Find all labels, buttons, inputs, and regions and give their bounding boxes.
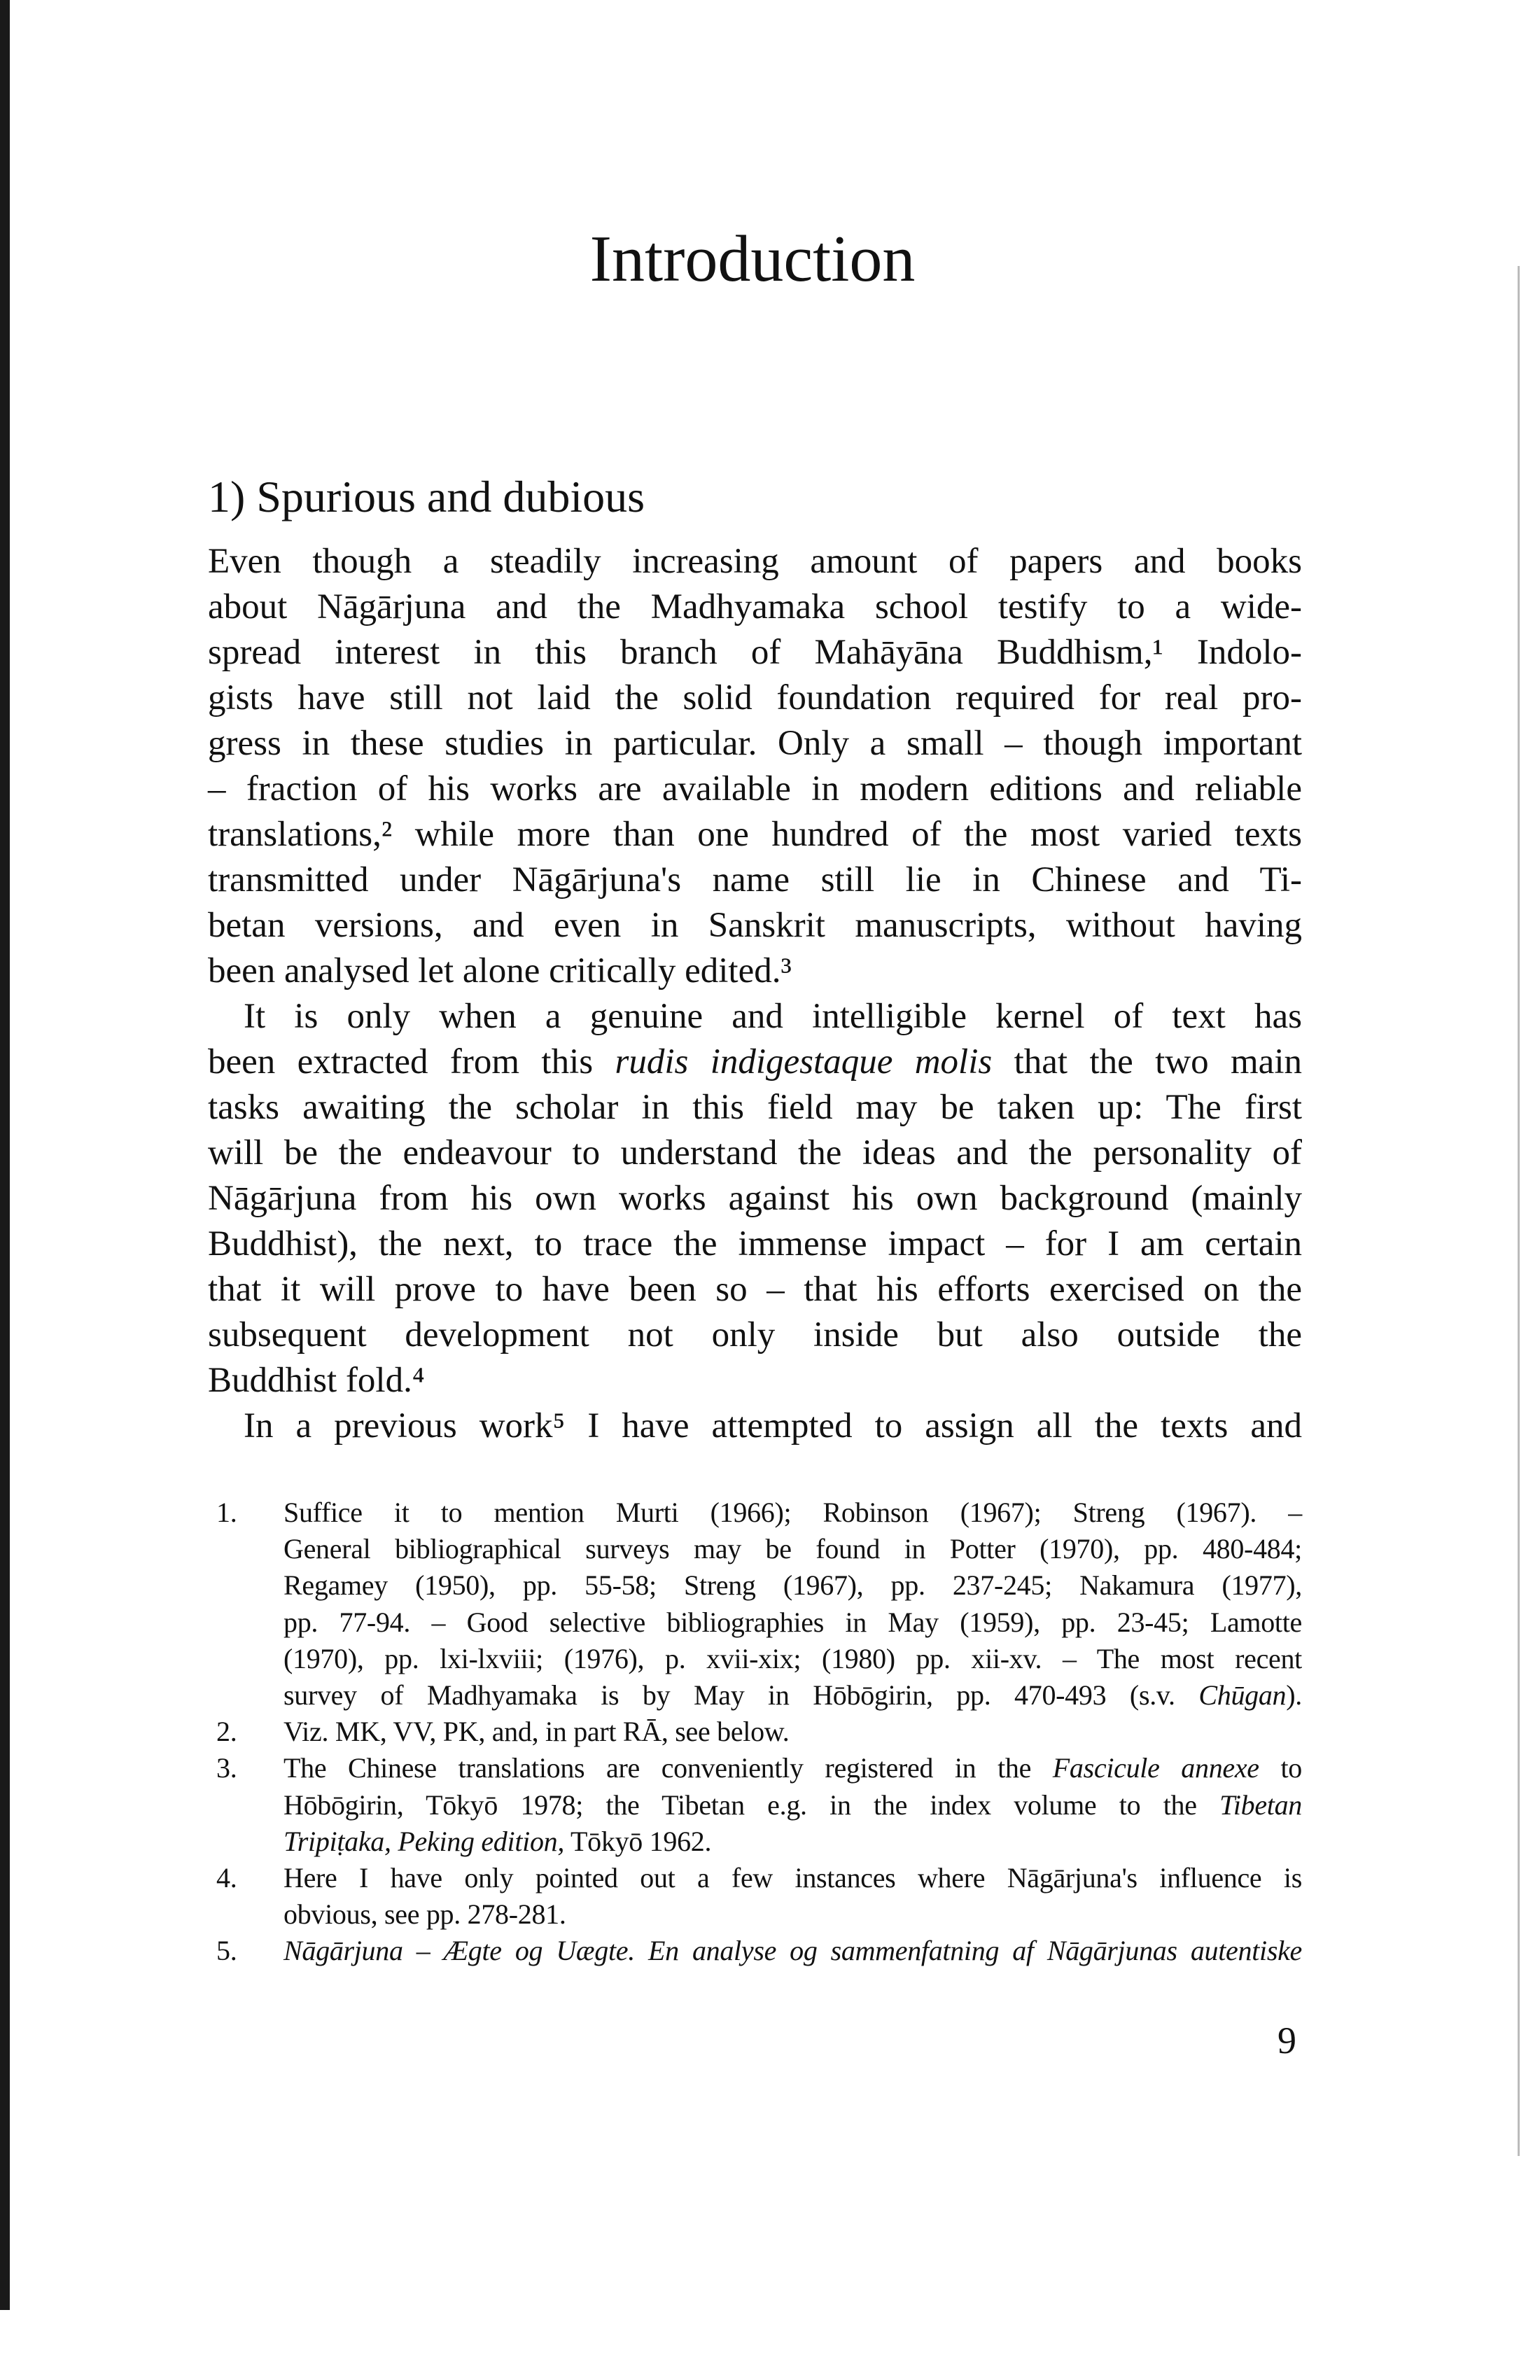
footnote-text	[284, 1787, 1302, 1823]
text-run: will be the endeavour to understand the ideas and the personality of	[208, 1133, 1302, 1172]
footnote-line	[208, 1787, 1302, 1823]
footnote-text	[284, 1823, 1302, 1860]
text-run: It is only when a genuine and intelligible kernel of text has	[208, 997, 1302, 1036]
text-run: Buddhist fold.⁴	[208, 1361, 425, 1400]
body-line	[208, 630, 1302, 676]
footnote-text	[284, 1933, 1302, 1969]
italic-text: Tripiṭaka, Peking edition,	[284, 1825, 565, 1857]
body-line	[208, 994, 1302, 1040]
footnotes	[208, 1494, 1302, 1969]
footnote-line	[208, 1896, 1302, 1933]
text-run: In a previous work⁵ I have attempted to assign all the texts and	[208, 1406, 1302, 1446]
footnote-line	[208, 1641, 1302, 1677]
body-text	[208, 539, 1302, 1449]
italic-text: rudis indigestaque molis	[615, 1042, 993, 1082]
text-run: been extracted from this	[208, 1042, 615, 1082]
body-line	[208, 1312, 1302, 1358]
chapter-title: Introduction	[589, 223, 916, 295]
text-run: ).	[1286, 1679, 1302, 1711]
text-run: The Chinese translations are conveniently registered in the	[284, 1752, 1053, 1784]
text-run: Suffice it to mention Murti (1966); Robinson (1967); Streng (1967). –	[284, 1497, 1302, 1528]
text-run: tasks awaiting the scholar in this field may be taken up: The first	[208, 1088, 1302, 1127]
italic-text: Tibetan	[1219, 1788, 1302, 1821]
body-line	[208, 903, 1302, 948]
text-run: that it will prove to have been so – that his efforts exercised on the	[208, 1270, 1302, 1309]
footnote-line	[208, 1567, 1302, 1604]
footnote-line	[208, 1860, 1302, 1896]
text-run: (1970), pp. lxi-lxviii; (1976), p. xvii-xix; (1980) pp. xii-xv. – The most recent	[284, 1642, 1302, 1674]
body-line	[208, 1085, 1302, 1130]
text-run: spread interest in this branch of Mahāyāna Buddhism,¹ Indolo-	[208, 633, 1302, 672]
italic-text: Chūgan	[1198, 1679, 1287, 1711]
footnote-number: 3.	[216, 1752, 237, 1784]
text-run: that the two main	[992, 1042, 1302, 1082]
text-run: – fraction of his works are available in modern editions and reliable	[208, 769, 1302, 808]
body-line	[208, 766, 1302, 812]
text-run: gress in these studies in particular. Only a small – though important	[208, 724, 1302, 763]
text-run: transmitted under Nāgārjuna's name still lie in Chinese and Ti-	[208, 860, 1302, 899]
page-number: 9	[1278, 2019, 1296, 2062]
footnote-line	[208, 1677, 1302, 1714]
body-line	[208, 1130, 1302, 1176]
footnote-line	[208, 1823, 1302, 1860]
text-run: subsequent development not only inside but also outside the	[208, 1315, 1302, 1354]
text-run: pp. 77-94. – Good selective bibliographies in May (1959), pp. 23-45; Lamotte	[284, 1606, 1302, 1638]
italic-text: Fascicule annexe	[1052, 1752, 1259, 1784]
body-line	[208, 1358, 1302, 1404]
scan-edge-left	[0, 0, 10, 2310]
text-run: gists have still not laid the solid foundation required for real pro-	[208, 678, 1302, 718]
body-line	[208, 1267, 1302, 1312]
footnote-number: 1.	[216, 1497, 237, 1528]
body-line	[208, 584, 1302, 630]
footnote-number: 4.	[216, 1861, 237, 1893]
text-run: Hōbōgirin, Tōkyō 1978; the Tibetan e.g. in the index volume to the	[284, 1788, 1220, 1821]
text-run: Nāgārjuna from his own works against his own background (mainly	[208, 1179, 1302, 1218]
footnote-text	[284, 1677, 1302, 1714]
scan-edge-right	[1518, 266, 1520, 2156]
footnote-line	[208, 1714, 1302, 1750]
footnote-line	[208, 1494, 1302, 1531]
footnote-text	[284, 1531, 1302, 1567]
footnote-text	[284, 1494, 1302, 1531]
body-line	[208, 812, 1302, 858]
body-line	[208, 1176, 1302, 1222]
footnote-text	[284, 1604, 1302, 1641]
text-run: translations,² while more than one hundred of the most varied texts	[208, 815, 1302, 854]
text-run: General bibliographical surveys may be found in Potter (1970), pp. 480-484;	[284, 1533, 1302, 1565]
text-run: to	[1259, 1752, 1303, 1784]
body-line	[208, 1404, 1302, 1449]
text-run: about Nāgārjuna and the Madhyamaka school testify to a wide-	[208, 587, 1302, 626]
footnote-text	[284, 1641, 1302, 1677]
italic-text: Nāgārjuna – Ægte og Uægte. En analyse og sammenfatning af Nāgārjunas autentiske	[284, 1935, 1302, 1967]
text-run: Regamey (1950), pp. 55-58; Streng (1967), pp. 237-245; Nakamura (1977),	[284, 1569, 1302, 1602]
footnote-line	[208, 1604, 1302, 1641]
text-run: Tōkyō 1962.	[564, 1825, 712, 1857]
footnote-line	[208, 1933, 1302, 1969]
text-run: survey of Madhyamaka is by May in Hōbōgirin, pp. 470-493 (s.v.	[284, 1679, 1199, 1711]
text-run: Here I have only pointed out a few instances where Nāgārjuna's influence is	[284, 1861, 1302, 1893]
body-line	[208, 1222, 1302, 1267]
footnote-line	[208, 1531, 1302, 1567]
text-run: Viz. MK, VV, PK, and, in part RĀ, see below.	[284, 1716, 790, 1748]
section-heading: 1) Spurious and dubious	[208, 472, 645, 522]
body-line	[208, 539, 1302, 584]
text-run: been analysed let alone critically edited.³	[208, 951, 792, 990]
body-line	[208, 676, 1302, 721]
body-line	[208, 858, 1302, 903]
footnote-text	[284, 1860, 1302, 1896]
footnote-line	[208, 1750, 1302, 1786]
footnote-text	[284, 1750, 1302, 1786]
body-line	[208, 721, 1302, 766]
text-run: Even though a steadily increasing amount of papers and books	[208, 542, 1302, 581]
footnote-text	[284, 1896, 1302, 1933]
body-line	[208, 948, 1302, 994]
text-run: obvious, see pp. 278-281.	[284, 1898, 566, 1931]
text-run: Buddhist), the next, to trace the immense impact – for I am certain	[208, 1224, 1302, 1264]
footnote-number: 5.	[216, 1935, 237, 1967]
text-run: betan versions, and even in Sanskrit manuscripts, without having	[208, 906, 1302, 945]
footnote-text	[284, 1567, 1302, 1604]
footnote-text	[284, 1714, 1302, 1750]
footnote-number: 2.	[216, 1716, 237, 1748]
body-line	[208, 1040, 1302, 1085]
